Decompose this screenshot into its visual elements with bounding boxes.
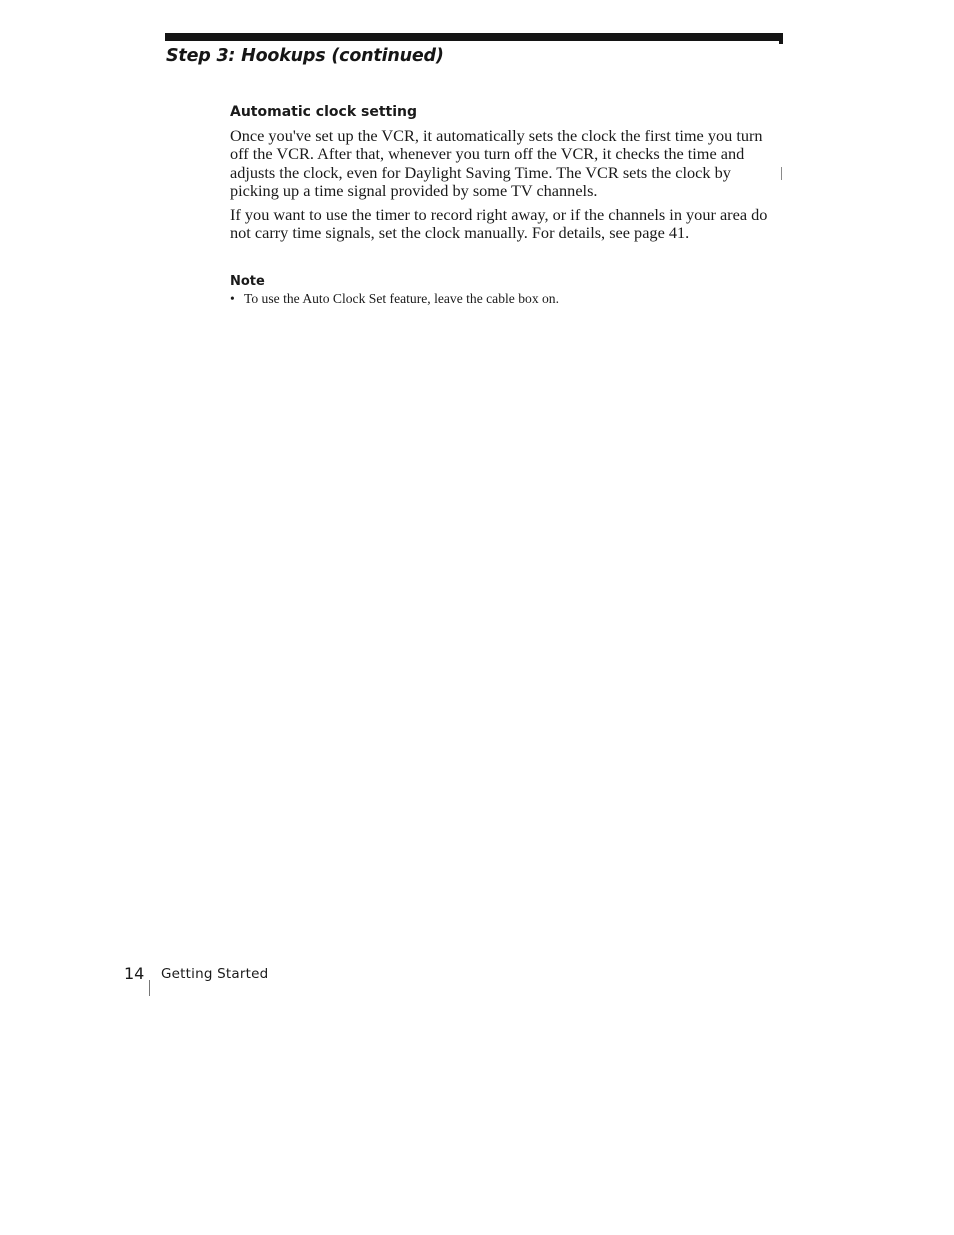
header-rule-tail <box>779 33 783 44</box>
paragraph-manual-clock: If you want to use the timer to record right away, or if the channels in your area do not carry time signals, set the clock manually. For details, see page 41. <box>230 205 768 243</box>
header-rule <box>165 33 783 41</box>
note-label: Note <box>230 274 265 289</box>
subheading-automatic-clock-setting: Automatic clock setting <box>230 104 418 120</box>
margin-mark <box>781 167 782 180</box>
note-item-text: To use the Auto Clock Set feature, leave the cable box on. <box>244 291 560 306</box>
bullet-icon: • <box>230 291 235 306</box>
paragraph-auto-clock: Once you've set up the VCR, it automatically sets the clock the first time you turn off the VCR. After that, whenever you turn off the VCR, it checks the time and adjusts the clock, even for Daylight Saving Time. The VCR sets the clock by picking up a time signal provided by some TV channels. <box>230 126 763 200</box>
page-number: 14 <box>124 964 145 983</box>
section-title: Step 3: Hookups (continued) <box>166 46 444 66</box>
footer-divider <box>149 980 150 996</box>
footer-section-name: Getting Started <box>161 966 269 982</box>
note-item <box>230 291 559 307</box>
